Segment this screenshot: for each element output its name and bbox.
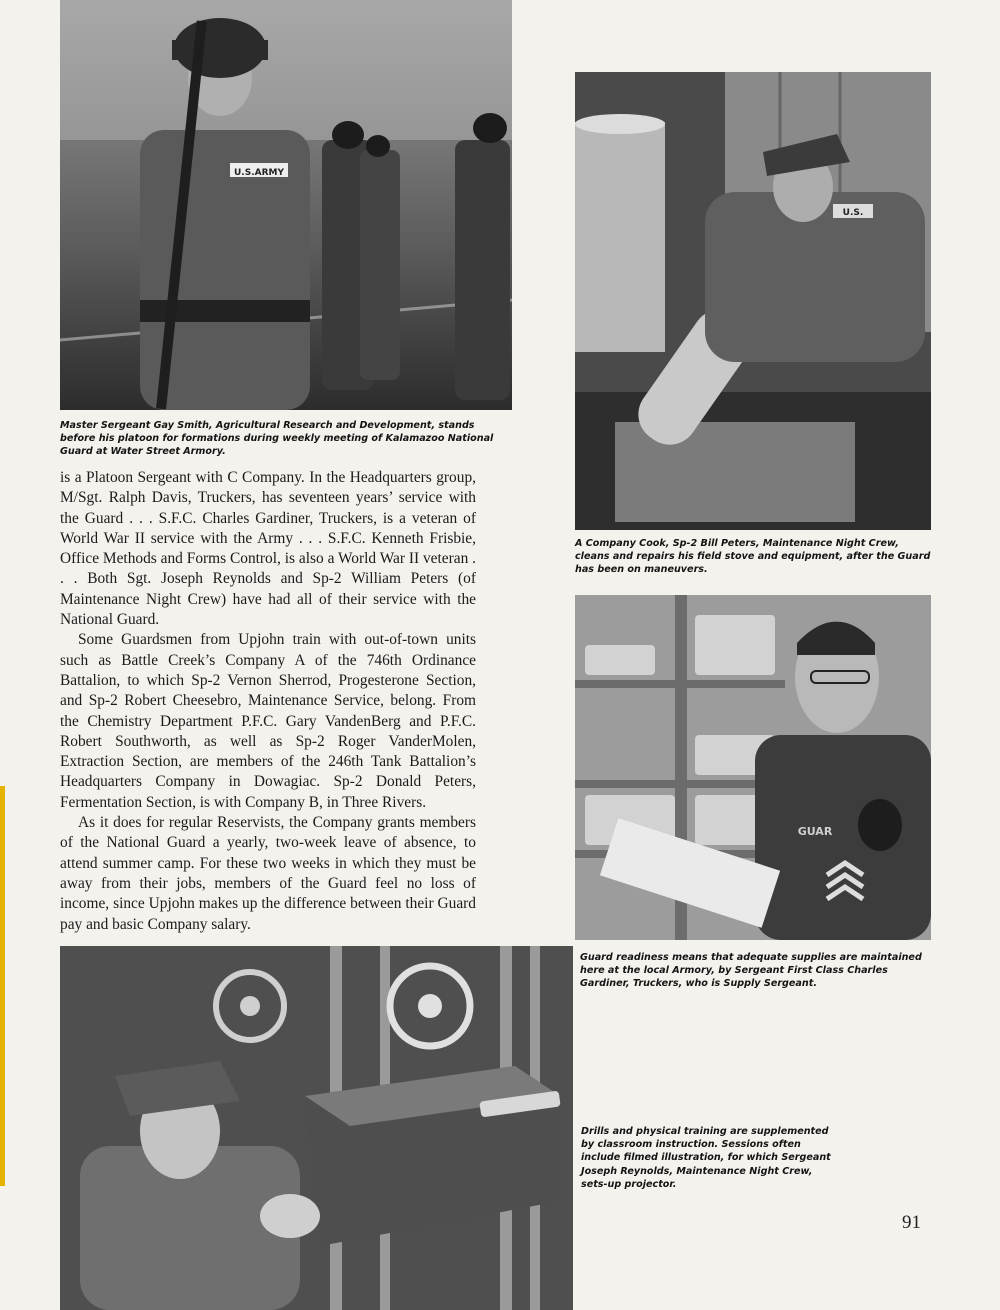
photo-cook-field-stove	[575, 72, 931, 530]
article-body	[60, 468, 476, 935]
body-paragraph-2: Some Guardsmen from Upjohn train with out-of-town units such as Battle Creek’s Company A of the 746th Ordinance Battalion, to which Sp-2 Vernon Sherrod, Progesterone Section, and Sp-2 Robert Cheesebro, Maintenance Service, belong. From the Chemistry Department P.F.C. Gary VandenBerg and P.F.C. Robert Southworth, as well as Sp-2 Roger VanderMolen, Extraction Section, are members of the 246th Tank Battalion’s Headquarters Company in Dowagiac. Sp-2 Donald Peters, Fermentation Section, is with Company B, in Three Rivers.	[60, 631, 476, 811]
photo-soldier-formation	[60, 0, 512, 410]
photo-projector	[60, 946, 573, 1310]
photo-supply-sergeant	[575, 595, 931, 940]
caption-supply-sergeant: Guard readiness means that adequate supplies are maintained here at the local Armory, by Sergeant First Class Charles Gardiner, Truckers, who is Supply Sergeant.	[580, 952, 922, 990]
body-paragraph-1: is a Platoon Sergeant with C Company. In the Headquarters group, M/Sgt. Ralph Davis, Truckers, has seventeen years’ service with the Guard . . . S.F.C. Charles Gardiner, Truckers, is a veteran of World War II service with the Army . . . S.F.C. Kenneth Frisbie, Office Methods and Forms Control, is also a World War II veteran . . . Both Sgt. Joseph Reynolds and Sp-2 William Peters (of Maintenance Night Crew) have had all of their service with the National Guard.	[60, 469, 476, 629]
page-number: 91	[902, 1212, 921, 1233]
us-tape-text: U.S.	[842, 208, 864, 218]
caption-soldier-formation: Master Sergeant Gay Smith, Agricultural Research and Development, stands before his platoon for formations during weekly meeting of Kalamazoo National Guard at Water Street Armory.	[60, 420, 494, 458]
caption-cook-field-stove: A Company Cook, Sp-2 Bill Peters, Maintenance Night Crew, cleans and repairs his field stove and equipment, after the Guard has been on maneuvers.	[575, 538, 931, 576]
caption-projector: Drills and physical training are supplemented by classroom instruction. Sessions often include filmed illustration, for which Sergeant Joseph Reynolds, Maintenance Night Crew, sets-up projector.	[581, 1126, 831, 1190]
page-edge-tab	[0, 786, 5, 1186]
army-tape-text: U.S.ARMY	[234, 168, 284, 178]
guard-tape-text: GUAR	[797, 825, 833, 838]
body-paragraph-3: As it does for regular Reservists, the Company grants members of the National Guard a yearly, two-week leave of absence, to attend summer camp. For these two weeks in which they must be away from their jobs, members of the Guard feel no loss of income, since Upjohn makes up the difference between their Guard pay and basic Company salary.	[60, 814, 476, 933]
